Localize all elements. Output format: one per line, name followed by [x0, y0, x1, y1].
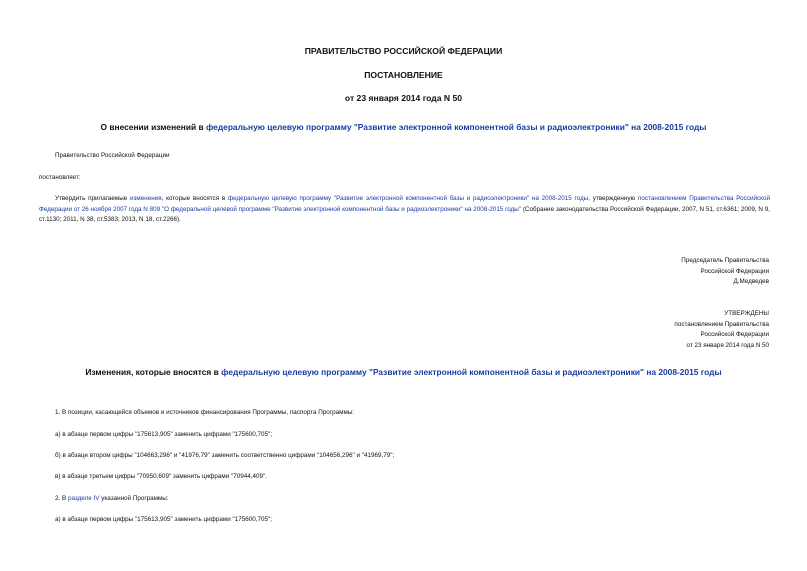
signature-country: Российской Федерации: [700, 267, 769, 275]
signature-position: Председатель Правительства: [681, 257, 769, 264]
changes-title-prefix: Изменения, которые вносятся в: [85, 367, 222, 377]
header-org: ПРАВИТЕЛЬСТВО РОССИЙСКОЙ ФЕДЕРАЦИИ: [304, 46, 503, 56]
changes-title-program-link[interactable]: федеральную целевую программу "Развитие электронной компонентной базы и радиоэлектроники" на 2008-2015 годы: [221, 367, 722, 377]
section-iv-link[interactable]: разделе IV: [67, 495, 100, 502]
issuer-text: Правительство Российской Федерации: [55, 152, 170, 159]
change-item-2a: а) в абзаце первом цифры "175613,905" заменить цифрами "175600,705";: [55, 516, 272, 523]
change-item-1c: в) в абзаце третьем цифры "70950,609" заменить цифрами "70944,409".: [55, 473, 267, 480]
signature-name: Д.Медведев: [733, 278, 769, 285]
p1-part-b: , которые вносятся в: [161, 195, 228, 202]
item2-part-b: указанной Программы:: [99, 495, 169, 502]
change-item-1a: а) в абзаце первом цифры "175613,905" заменить цифрами "175600,705";: [55, 431, 272, 438]
approved-date: от 23 января 2014 года N 50: [686, 341, 769, 349]
p1-part-c: , утвержденную: [588, 195, 638, 202]
resolves-text: постановляет:: [39, 174, 81, 181]
approved-label: УТВЕРЖДЕНЫ: [724, 310, 769, 317]
resolution-paragraph: [39, 194, 770, 226]
changes-link[interactable]: изменения: [129, 195, 162, 202]
approved-block: [469, 309, 769, 351]
title-program-link[interactable]: федеральную целевую программу "Развитие электронной компонентной базы и радиоэлектроники" на 2008-2015 годы: [205, 122, 707, 132]
approved-country: Российской Федерации: [700, 331, 769, 338]
program-link[interactable]: федеральную целевую программу "Развитие электронной компонентной базы и радиоэлектроники" на 2008-2015 годы: [227, 195, 589, 202]
signature-block: [469, 256, 769, 288]
header-date-number: от 23 января 2014 года N 50: [344, 93, 463, 103]
approved-by: постановлением Правительства: [674, 320, 769, 328]
changes-title: [20, 367, 787, 378]
p1-part-a: Утвердить прилагаемые: [55, 195, 130, 202]
header-doc-type: ПОСТАНОВЛЕНИЕ: [364, 70, 443, 80]
change-item-1: 1. В позиции, касающейся объемов и источников финансирования Программы, паспорта Программы:: [55, 409, 355, 416]
change-item-2: [55, 494, 169, 505]
resolution-809-link[interactable]: постановлением Правительства Российской Федерации от 26 ноября 2007 года N 809 "О федеральной целевой программе "Развитие электронной компонентной базы и радиоэлектроники" на 2008-2015 годы": [39, 195, 770, 213]
p1-part-d: (Собрание законодательства Российской Федерации, 2007, N 51, ст.6361; 2009, N 9, ст.1130; 2011, N 38, ст.5383; 2013, N 18, ст.2266).: [39, 205, 770, 223]
change-item-1b: б) в абзаце втором цифры "104663,296" и "41976,79" заменить соответственно цифрами "104656,296" и "41969,79";: [55, 452, 395, 459]
title-prefix: О внесении изменений в: [100, 122, 206, 132]
document-title: [20, 122, 787, 133]
item2-part-a: 2. В: [55, 495, 68, 502]
